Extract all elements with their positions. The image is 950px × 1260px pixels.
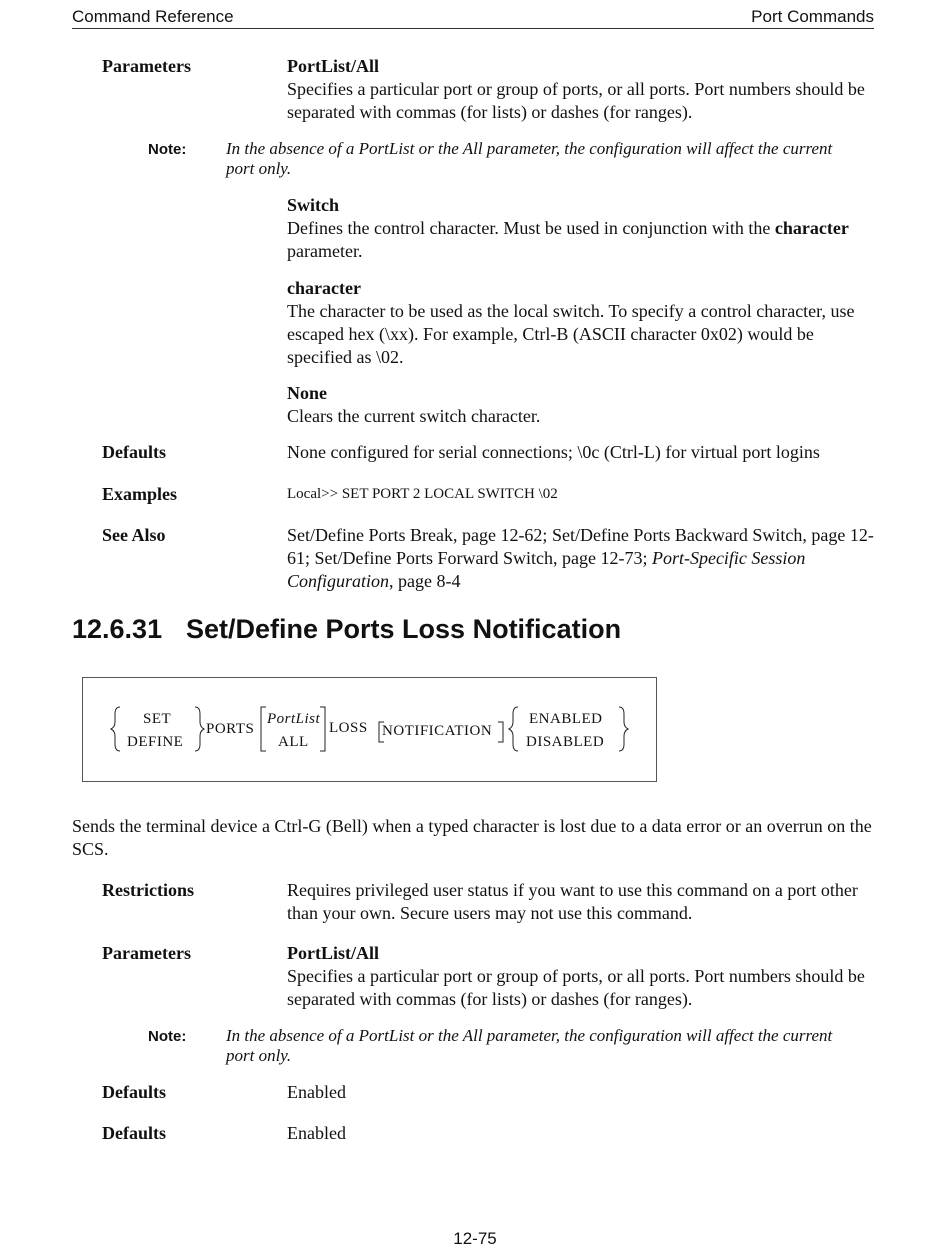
defaults-label-2: Defaults [102,1082,166,1102]
see-also-label: See Also [102,525,166,545]
switch-description: Defines the control character. Must be used in conjunction with the character parameter. [287,218,849,261]
defaults-label-3: Defaults [102,1123,166,1143]
portlist-title: PortList/All [287,56,379,76]
see-also-text: Set/Define Ports Break, page 12-62; Set/Define Ports Backward Switch, page 12-61; Set/Define Ports Forward Switch, page 12-73; Port-Specific Session Configuration, page 8-4 [287,525,874,591]
syntax-portlist: PortList [267,711,321,727]
syntax-set: SET [143,711,172,727]
syntax-all: ALL [278,734,309,750]
restrictions-label: Restrictions [102,880,194,900]
intro-paragraph: Sends the terminal device a Ctrl-G (Bell) when a typed character is lost due to a data error or an overrun on the SCS. [72,816,872,859]
page-number: 12-75 [453,1229,497,1248]
portlist-description: Specifies a particular port or group of ports, or all ports. Port numbers should be separated with commas (for lists) or dashes (for ranges). [287,79,865,122]
defaults-text-3: Enabled [287,1123,346,1143]
syntax-loss: LOSS [329,720,368,736]
restrictions-text: Requires privileged user status if you want to use this command on a port other than your own. Secure users may not use this command. [287,880,858,923]
character-title: character [287,278,361,298]
note-label-2: Note: [148,1028,187,1045]
syntax-ports: PORTS [206,721,255,737]
defaults-text-2: Enabled [287,1082,346,1102]
note-text: In the absence of a PortList or the All parameter, the configuration will affect the current port only. [226,139,833,178]
section-name: Set/Define Ports Loss Notification [186,614,622,644]
syntax-define: DEFINE [127,734,184,750]
page-header [72,7,874,29]
none-description: Clears the current switch character. [287,406,541,426]
section-title [72,614,621,645]
character-description: The character to be used as the local switch. To specify a control character, use escaped hex (\xx). For example, Ctrl-B (ASCII character 0x02) would be specified as \02. [287,301,855,367]
syntax-diagram [82,677,657,782]
defaults-label: Defaults [102,442,166,462]
header-right: Port Commands [751,7,874,26]
none-title: None [287,383,327,403]
switch-title: Switch [287,195,340,215]
examples-text: Local>> SET PORT 2 LOCAL SWITCH \02 [287,486,558,502]
parameters-label: Parameters [102,56,191,76]
section-number: 12.6.31 [72,614,163,644]
syntax-brackets [83,678,656,781]
portlist-description-2: Specifies a particular port or group of ports, or all ports. Port numbers should be separated with commas (for lists) or dashes (for ranges). [287,966,865,1009]
syntax-notification: NOTIFICATION [382,723,493,739]
parameters-label-2: Parameters [102,943,191,963]
syntax-enabled: ENABLED [529,711,603,727]
note-label: Note: [148,141,187,158]
portlist-title-2: PortList/All [287,943,379,963]
defaults-text: None configured for serial connections; \0c (Ctrl-L) for virtual port logins [287,442,820,462]
header-left: Command Reference [72,7,234,26]
note-text-2: In the absence of a PortList or the All parameter, the configuration will affect the current port only. [226,1026,833,1065]
examples-label: Examples [102,484,178,504]
syntax-disabled: DISABLED [526,734,605,750]
